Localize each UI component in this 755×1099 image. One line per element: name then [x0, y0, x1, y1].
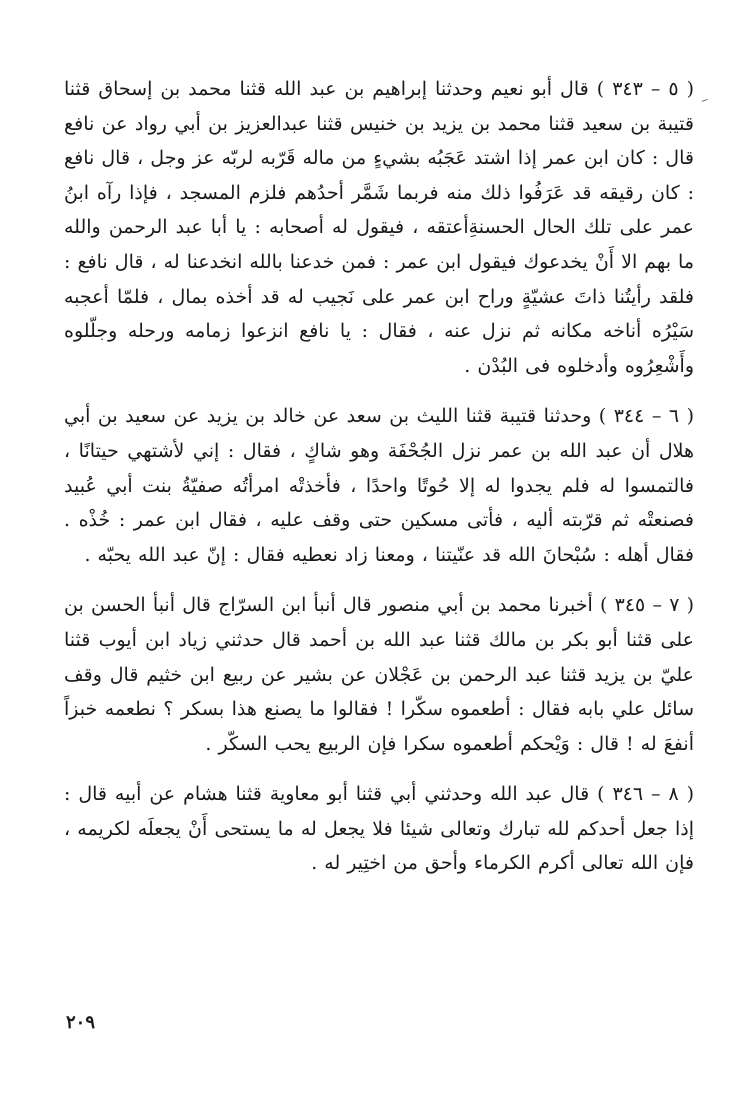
page-body	[64, 72, 694, 897]
hadith-paragraph-345	[64, 588, 694, 761]
hadith-paragraph-346	[64, 777, 694, 881]
hadith-text: أخبرنا محمد بن أبي منصور قال أنبأ ابن السرّاج قال أنبأ الحسن بن على قثنا أبو بكر بن مالك قثنا عبد الله بن أحمد قال حدثني زياد ابن أيوب قثنا عليّ بن يزيد قثنا عبد الرحمن بن عَجْلان عن بشير عن ربيع ابن خثيم قال وقف سائل علي بابه فقال : أطعموه سكّرا ! فقالوا ما يصنع هذا بسكر ؟ نطعمه خبزاً أنفعَ له ! قال : وَيْحكم أطعموه سكرا فإن الربيع يحب السكّر .	[64, 594, 694, 755]
hadith-text: وحدثنا قتيبة قثنا الليث بن سعد عن خالد بن يزيد عن سعيد بن أبي هلال أن عبد الله بن عمر نزل الجُحْفَة وهو شاكٍ ، فقال : إني لأشتهي حيتانًا ، فالتمسوا له فلم يجدوا له إلا حُوتًا واحدًا ، فأخذتْه امرأتُه صفيّةُ بنت أبي عُبيد فصنعتْه ثم قرّبته أليه ، فأتى مسكين حتى وقف عليه ، فقال ابن عمر : خُذْه . فقال أهله : سُبْحانَ الله قد عنّيتنا ، ومعنا زاد نعطيه فقال : إنّ عبد الله يحبّه .	[64, 405, 694, 566]
hadith-paragraph-343	[64, 72, 694, 383]
hadith-text: قال عبد الله وحدثني أبي قثنا أبو معاوية قثنا هشام عن أبيه قال : إذا جعل أحدكم لله تبارك وتعالى شيئا فلا يجعل له ما يستحى أَنْ يجعلَه لكريمه ، فإن الله تعالى أكرم الكرماء وأحق من اختِير له .	[64, 783, 694, 875]
hadith-number: ( ٦ – ٣٤٤ )	[598, 405, 694, 428]
hadith-number: ( ٥ – ٣٤٣ )	[596, 78, 695, 100]
page-number: ٢٠٩	[66, 1012, 96, 1033]
ink-mark	[700, 95, 707, 102]
hadith-number: ( ٧ – ٣٤٥ )	[600, 594, 695, 617]
hadith-text: قال أبو نعيم وحدثنا إبراهيم بن عبد الله قثنا محمد بن إسحاق قثنا قتيبة بن سعيد قثنا محمد بن يزيد بن خنيس قثنا عبدالعزيز بن أبي رواد عن نافع قال : كان ابن عمر إذا اشتد عَجَبُه بشيءٍ من ماله قَرّبه لربّه عز وجل ، قال نافع : كان رقيقه قد عَرَفُوا ذلك منه فربما شَمَّر أحدُهم فلزم المسجد ، فإذا رآه ابنُ عمر على تلك الحال الحسنةِأعتقه ، فيقول له أصحابه : يا أبا عبد الرحمن والله ما بهم الا أَنْ يخدعوك فيقول ابن عمر : فمن خدعنا بالله انخدعنا له ، قال نافع : فلقد رأيتُنا ذاتَ عشيّةٍ وراح ابن عمر على نَجيب له قد أخذه بمال ، فلمّا أعجبه سَيْرُه أناخه مكانه ثم نزل عنه ، فقال : يا نافع انزعوا زمامه ورحله وجلّلوه وأَشْعِرُوه وأدخلوه فى البُدْن .	[64, 78, 694, 377]
hadith-paragraph-344	[64, 399, 694, 572]
hadith-number: ( ٨ – ٣٤٦ )	[597, 783, 694, 806]
